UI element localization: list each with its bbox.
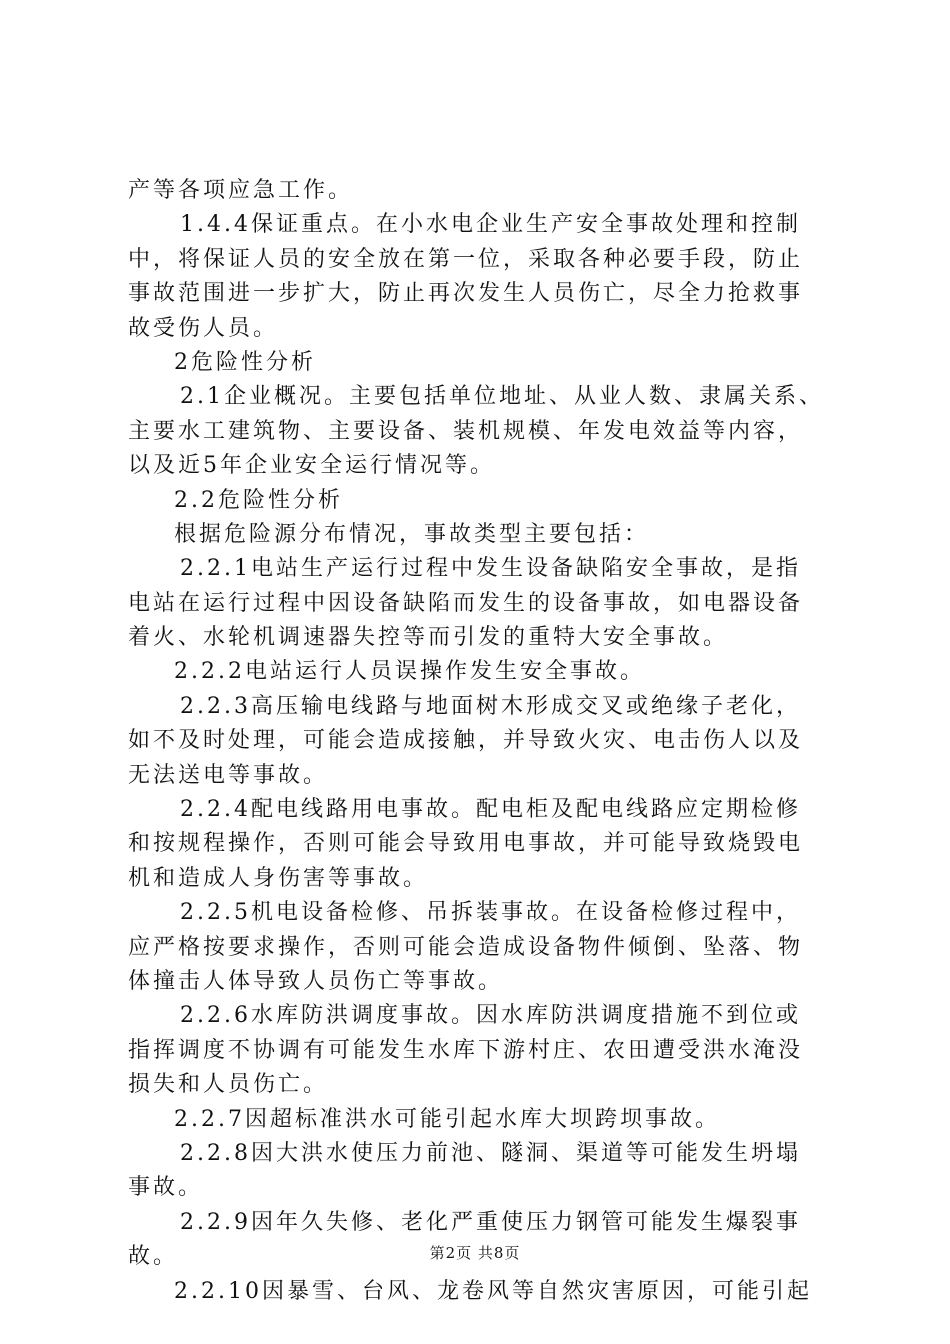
- text-line: 故。: [128, 1244, 179, 1270]
- page-number: 第2页 共8页: [429, 1244, 521, 1262]
- text-line: 2.1企业概况。主要包括单位地址、从业人数、隶属关系、: [180, 384, 824, 410]
- text-line: 事故。: [128, 1175, 204, 1201]
- text-line: 应严格按要求操作，否则可能会造成设备物件倾倒、坠落、物: [128, 934, 804, 960]
- text-line: 2.2.2电站运行人员误操作发生安全事故。: [174, 659, 645, 685]
- text-line: 主要水工建筑物、主要设备、装机规模、年发电效益等内容，: [128, 418, 804, 444]
- section-heading: 2危险性分析: [174, 349, 316, 375]
- text-line: 事故范围进一步扩大，防止再次发生人员伤亡，尽全力抢救事: [128, 281, 804, 307]
- document-body: [128, 174, 833, 1309]
- text-line: 2.2.7因超标准洪水可能引起水库大坝跨坝事故。: [174, 1106, 720, 1132]
- text-line: 2.2.8因大洪水使压力前池、隧洞、渠道等可能发生坍塌: [180, 1140, 801, 1166]
- text-line: 2.2.3高压输电线路与地面树木形成交叉或绝缘子老化，: [180, 693, 801, 719]
- text-line: 1.4.4保证重点。在小水电企业生产安全事故处理和控制: [180, 212, 801, 238]
- text-line: 2.2.1电站生产运行过程中发生设备缺陷安全事故，是指: [180, 556, 801, 582]
- text-line: 以及近5年企业安全运行情况等。: [128, 453, 495, 479]
- text-line: 根据危险源分布情况，事故类型主要包括：: [174, 521, 650, 547]
- text-line: 体撞击人体导致人员伤亡等事故。: [128, 968, 504, 994]
- text-line: 中，将保证人员的安全放在第一位，采取各种必要手段，防止: [128, 246, 804, 272]
- text-line: 2.2.9因年久失修、老化严重使压力钢管可能发生爆裂事: [180, 1209, 801, 1235]
- text-line: 2.2.5机电设备检修、吊拆装事故。在设备检修过程中，: [180, 900, 801, 926]
- section-heading: 2.2危险性分析: [174, 487, 343, 513]
- text-line: 2.2.4配电线路用电事故。配电柜及配电线路应定期检修: [180, 797, 801, 823]
- text-line: 2.2.6水库防洪调度事故。因水库防洪调度措施不到位或: [180, 1003, 801, 1029]
- text-line: 无法送电等事故。: [128, 762, 329, 788]
- text-line: 指挥调度不协调有可能发生水库下游村庄、农田遭受洪水淹没: [128, 1037, 804, 1063]
- text-line: 损失和人员伤亡。: [128, 1072, 329, 1098]
- text-line: 和按规程操作，否则可能会导致用电事故，并可能导致烧毁电: [128, 831, 804, 857]
- text-line: 产等各项应急工作。: [128, 178, 354, 203]
- text-line: 着火、水轮机调速器失控等而引发的重特大安全事故。: [128, 625, 729, 651]
- text-line: 如不及时处理，可能会造成接触，并导致火灾、电击伤人以及: [128, 728, 804, 754]
- text-line: 2.2.10因暴雪、台风、龙卷风等自然灾害原因，可能引起: [174, 1278, 812, 1304]
- text-line: 机和造成人身伤害等事故。: [128, 865, 429, 891]
- text-line: 故受伤人员。: [128, 315, 279, 341]
- text-line: 电站在运行过程中因设备缺陷而发生的设备事故，如电器设备: [128, 590, 804, 616]
